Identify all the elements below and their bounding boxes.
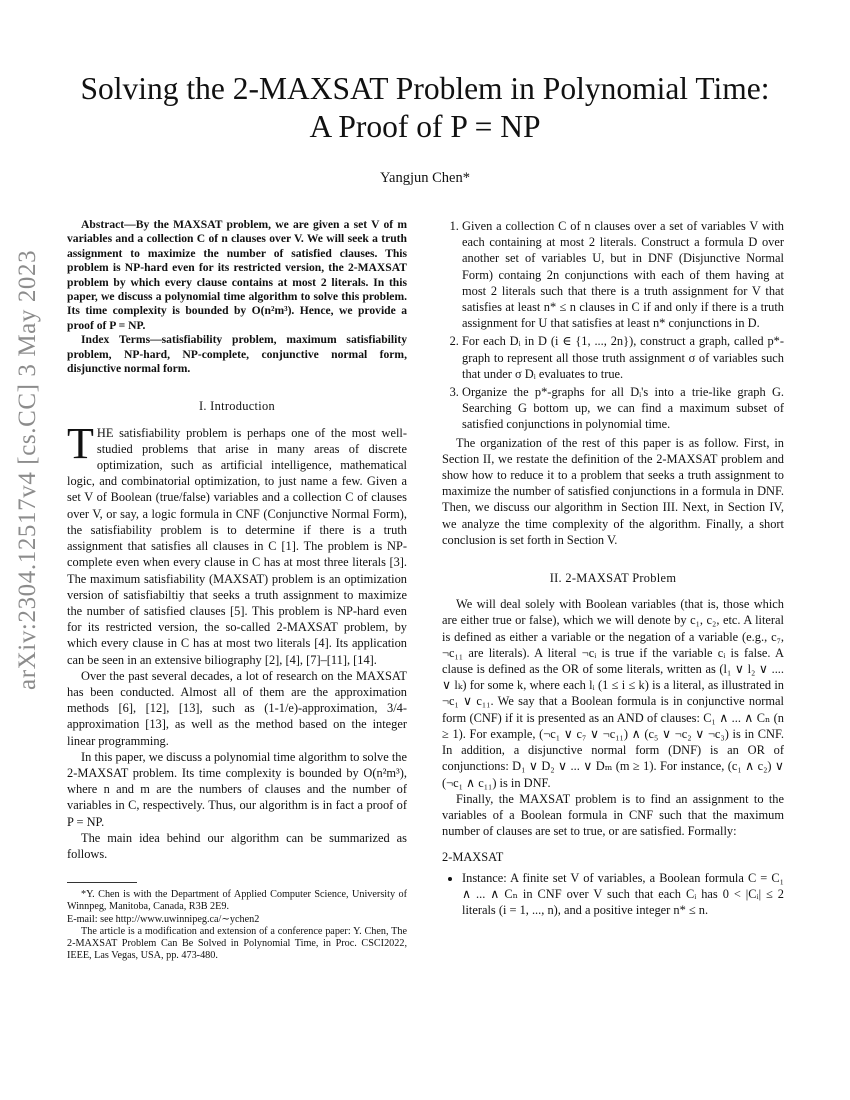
list-item: • Instance: A finite set V of variables, a Boolean formula C = C₁ ∧ ... ∧ Cₙ in CNF over V such that each Cᵢ has 0 < |Cᵢ| ≤ 2 literals (i = 1, ..., n), and a positive integer n* ≤ n. [462, 870, 784, 919]
arxiv-side-label: arXiv:2304.12517v4 [cs.CC] 3 May 2023 [14, 249, 41, 690]
section-heading-introduction: I. Introduction [198, 399, 276, 414]
footnote-conference: The article is a modification and extension of a conference paper: Y. Chen, The 2-MAXSAT Problem Can Be Solved in Polynomial Time, in Proc. CSCI2022, IEEE, Las Vegas, USA, pp. 473-480. [67, 925, 407, 962]
intro-paragraph-4: The main idea behind our algorithm can be summarized as follows. [67, 830, 407, 861]
list-item: 1. Given a collection C of n clauses over a set of variables V with each containing at most 2 literals. Construct a formula D over another set of variables U, but in DNF (Disjunctive Normal Form) containg 2n conjunctions with each of them having at most 2 literals such that there is a truth assignment for V that satisfies at least n* ≤ n clauses in C if and only if there is a truth assignment for U that satisfies at least n* conjunctions in D. [462, 218, 784, 331]
index-terms: Index Terms—satisfiability problem, maximum satisfiability problem, NP-hard, NP-complete, conjunctive normal form, disjunctive normal form. [67, 333, 407, 376]
section-heading-2maxsat: II. 2-MAXSAT Problem [549, 571, 677, 586]
drop-cap: T [67, 418, 94, 468]
sec2-paragraph-1: We will deal solely with Boolean variables (that is, those which are either true or false), which we will denote by c₁, c₂, etc. A literal is defined as either a variable or the negation of a variable (e.g., c₇, ¬c₁₁ are literals). A literal ¬cᵢ is true if the variable cᵢ is false. A clause is defined as the OR of some literals, written as (l₁ ∨ l₂ ∨ .... ∨ lₖ) for some k, where each lᵢ (1 ≤ i ≤ k) is a literal, as illustrated in ¬c₁ ∨ c₁₁. We say that a Boolean formula is in conjunctive normal form (CNF) if it is presented as an AND of clauses: C₁ ∧ ... ∧ Cₙ (n ≥ 1). For example, (¬c₁ ∨ c₇ ∨ ¬c₁₁) ∧ (c₅ ∨ ¬c₂ ∨ ¬c₃) is in CNF. In addition, a disjunctive normal form (DNF) is an OR of conjunctions: D₁ ∨ D₂ ∨ ... ∨ Dₘ (m ≥ 1). For instance, (c₁ ∧ c₂) ∨ (¬c₁ ∧ c₁₁) is in DNF. [442, 597, 784, 790]
problem-name: 2-MAXSAT [442, 850, 504, 865]
left-column [67, 218, 407, 962]
problem-definition-list [442, 870, 784, 919]
sec2-paragraph-2: Finally, the MAXSAT problem is to find an assignment to the variables of a Boolean formula in CNF such that the maximum number of clauses are set to true, or are satisfied. Formally: [442, 791, 784, 839]
intro-paragraph-3: In this paper, we discuss a polynomial time algorithm to solve the 2-MAXSAT problem. Its time complexity is bounded by O(n²m³), where n and m are the numbers of clauses and the number of variables in C, respectively. Thus, our algorithm is in fact a proof of P = NP. [67, 749, 407, 829]
abstract: Abstract—By the MAXSAT problem, we are given a set V of m variables and a collection C of n clauses over V. We will seek a truth assignment to maximize the number of satisfied clauses. This problem is NP-hard even for its restricted version, the 2-MAXSAT problem by which every clause contains at most 2 literals. In this paper, we discuss a polynomial time algorithm to solve this problem. Its time complexity is bounded by O(n²m³). Hence, we provide a proof of P = NP. [67, 218, 407, 332]
author-name: Yangjun Chen* [380, 170, 470, 186]
paper-title: Solving the 2-MAXSAT Problem in Polynomial Time: A Proof of P = NP [80, 71, 770, 144]
algorithm-steps-list [442, 218, 784, 433]
footnote-rule [67, 882, 137, 883]
footnote-affiliation: *Y. Chen is with the Department of Applied Computer Science, University of Winnpeg, Manitoba, Canada, R3B 2E9. [67, 889, 407, 913]
list-item: 2. For each Dᵢ in D (i ∈ {1, ..., 2n}), construct a graph, called p*-graph to represent all those truth assignment σ of variables such that under σ Dᵢ evaluates to true. [462, 333, 784, 382]
intro-paragraph-1 [67, 418, 407, 668]
footnote-email: E-mail: see http://www.uwinnipeg.ca/∼ychen2 [67, 913, 260, 925]
intro-paragraph-2: Over the past several decades, a lot of research on the MAXSAT has been conducted. Almost all of them are the approximation methods [6], [12], [13], such as (1-1/e)-approximation, 3/4-approximation [13], as well as the method based on the integer linear programming. [67, 668, 407, 748]
right-column [442, 218, 784, 918]
list-item: 3. Organize the p*-graphs for all Dᵢ's into a trie-like graph G. Searching G bottom up, we can find a maximum subset of satisfied conjunctions in polynomial time. [462, 384, 784, 433]
organization-paragraph: The organization of the rest of this paper is as follow. First, in Section II, we restate the definition of the 2-MAXSAT problem and show how to reduce it to a problem that seeks a truth assignment to maximize the number of satisfied conjunctions in a formula in DNF. Then, we discuss our algorithm in Section III. Next, in Section IV, we analyze the time complexity of the algorithm. Finally, a short conclusion is set forth in Section V. [442, 435, 784, 547]
intro-paragraph-1-text: HE satisfiability problem is perhaps one of the most well-studied problems that arise in many areas of discrete optimization, such as artificial intelligence, mathematical logic, and combinatorial optimization, to just name a few. Given a set V of Boolean (true/false) variables and a collection C of clauses over V, or say, a logic formula in CNF (Conjunctive Normal Form), the satisfiability problem is to determine if there is a truth assignment that satisfies all clauses in C [1]. The problem is NP-complete even when every clause in C has at most three literals [3]. The maximum satisfiability (MAXSAT) problem is an optimization version of satisfiabiltiy that seeks a truth assignment to maximize the number of satisfied clauses [5]. This problem is NP-hard even for its restricted version, the so-called 2-MAXSAT problem, by which every clause in C has at most two literals [4]. Its application can be seen in an extensive biliography [2], [4], [7]–[11], [14]. [67, 425, 407, 667]
